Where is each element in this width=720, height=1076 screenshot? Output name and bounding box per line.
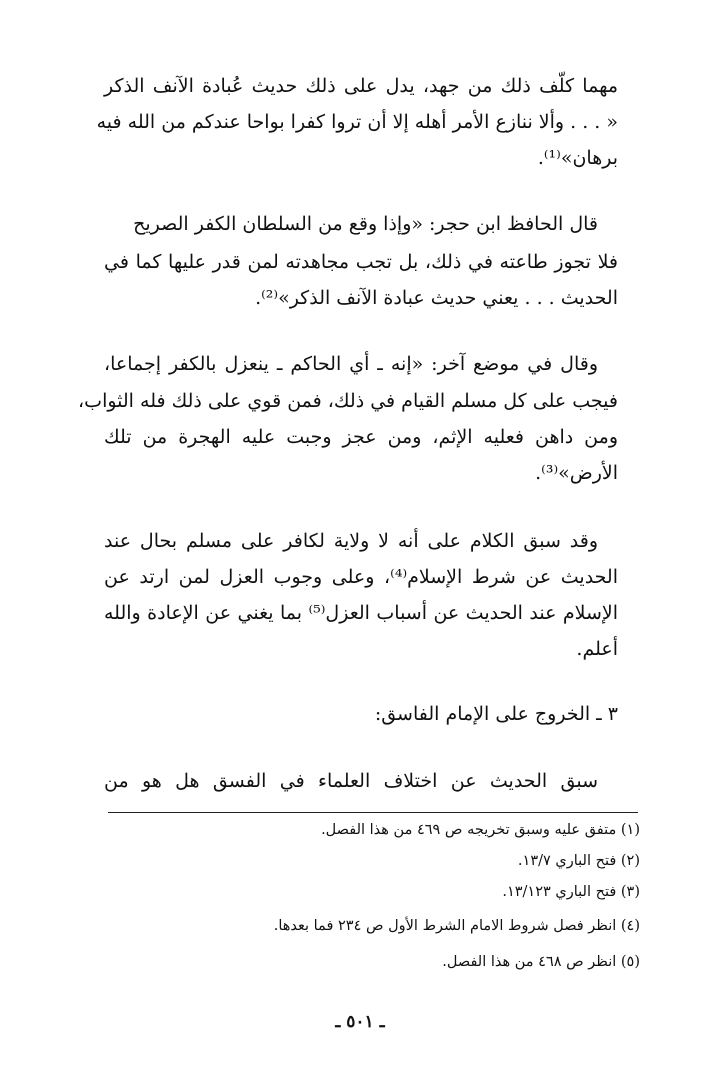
body-text-line: مهما كلّف ذلك من جهد، يدل على ذلك حديث عُبادة الآنف الذكر bbox=[104, 75, 618, 97]
body-text-line: الأرض»⁽³⁾. bbox=[535, 462, 618, 484]
body-text-line: برهان»⁽¹⁾. bbox=[537, 147, 618, 169]
body-text-line: الإسلام عند الحديث عن أسباب العزل⁽⁵⁾ بما يغني عن الإعادة والله bbox=[104, 602, 618, 624]
body-text-line: قال الحافظ ابن حجر: «وإذا وقع من السلطان الكفر الصريح bbox=[133, 213, 598, 235]
footnote: (٢) فتح الباري ١٣/٧. bbox=[517, 853, 640, 869]
body-text-line: « . . . وألا ننازع الأمر أهله إلا أن تروا كفرا بواحا عندكم من الله فيه bbox=[96, 111, 618, 133]
body-text-line: الحديث . . . يعني حديث عبادة الآنف الذكر»⁽²⁾. bbox=[255, 287, 618, 309]
section-heading: ٣ ـ الخروج على الإمام الفاسق: bbox=[374, 703, 618, 725]
footnote: (٣) فتح الباري ١٣/١٢٣. bbox=[502, 884, 640, 900]
footnote: (١) متفق عليه وسبق تخريجه ص ٤٦٩ من هذا الفصل. bbox=[321, 822, 640, 838]
footnote: (٥) انظر ص ٤٦٨ من هذا الفصل. bbox=[442, 954, 640, 970]
page-number: ـ ٥٠١ ـ bbox=[335, 1012, 385, 1032]
footnote: (٤) انظر فصل شروط الامام الشرط الأول ص ٢٣٤ فما بعدها. bbox=[273, 918, 640, 934]
body-text-line: الحديث عن شرط الإسلام⁽⁴⁾، وعلى وجوب العزل لمن ارتد عن bbox=[104, 566, 618, 588]
body-text-line: سبق الحديث عن اختلاف العلماء في الفسق هل هو من bbox=[104, 770, 598, 792]
body-text-line: فلا تجوز طاعته في ذلك، بل تجب مجاهدته لمن قدر عليها كما في bbox=[104, 251, 618, 273]
footnote-separator bbox=[108, 812, 638, 813]
body-text-line: فيجب على كل مسلم القيام في ذلك، فمن قوي على ذلك فله الثواب، bbox=[78, 390, 618, 412]
body-text-line: وقال في موضع آخر: «إنه ـ أي الحاكم ـ ينعزل بالكفر إجماعا، bbox=[104, 353, 598, 375]
body-text-line: ومن داهن فعليه الإثم، ومن عجز وجبت عليه الهجرة من تلك bbox=[104, 426, 618, 448]
body-text-line: وقد سبق الكلام على أنه لا ولاية لكافر على مسلم بحال عند bbox=[104, 530, 598, 552]
body-text-line: أعلم. bbox=[576, 638, 618, 660]
